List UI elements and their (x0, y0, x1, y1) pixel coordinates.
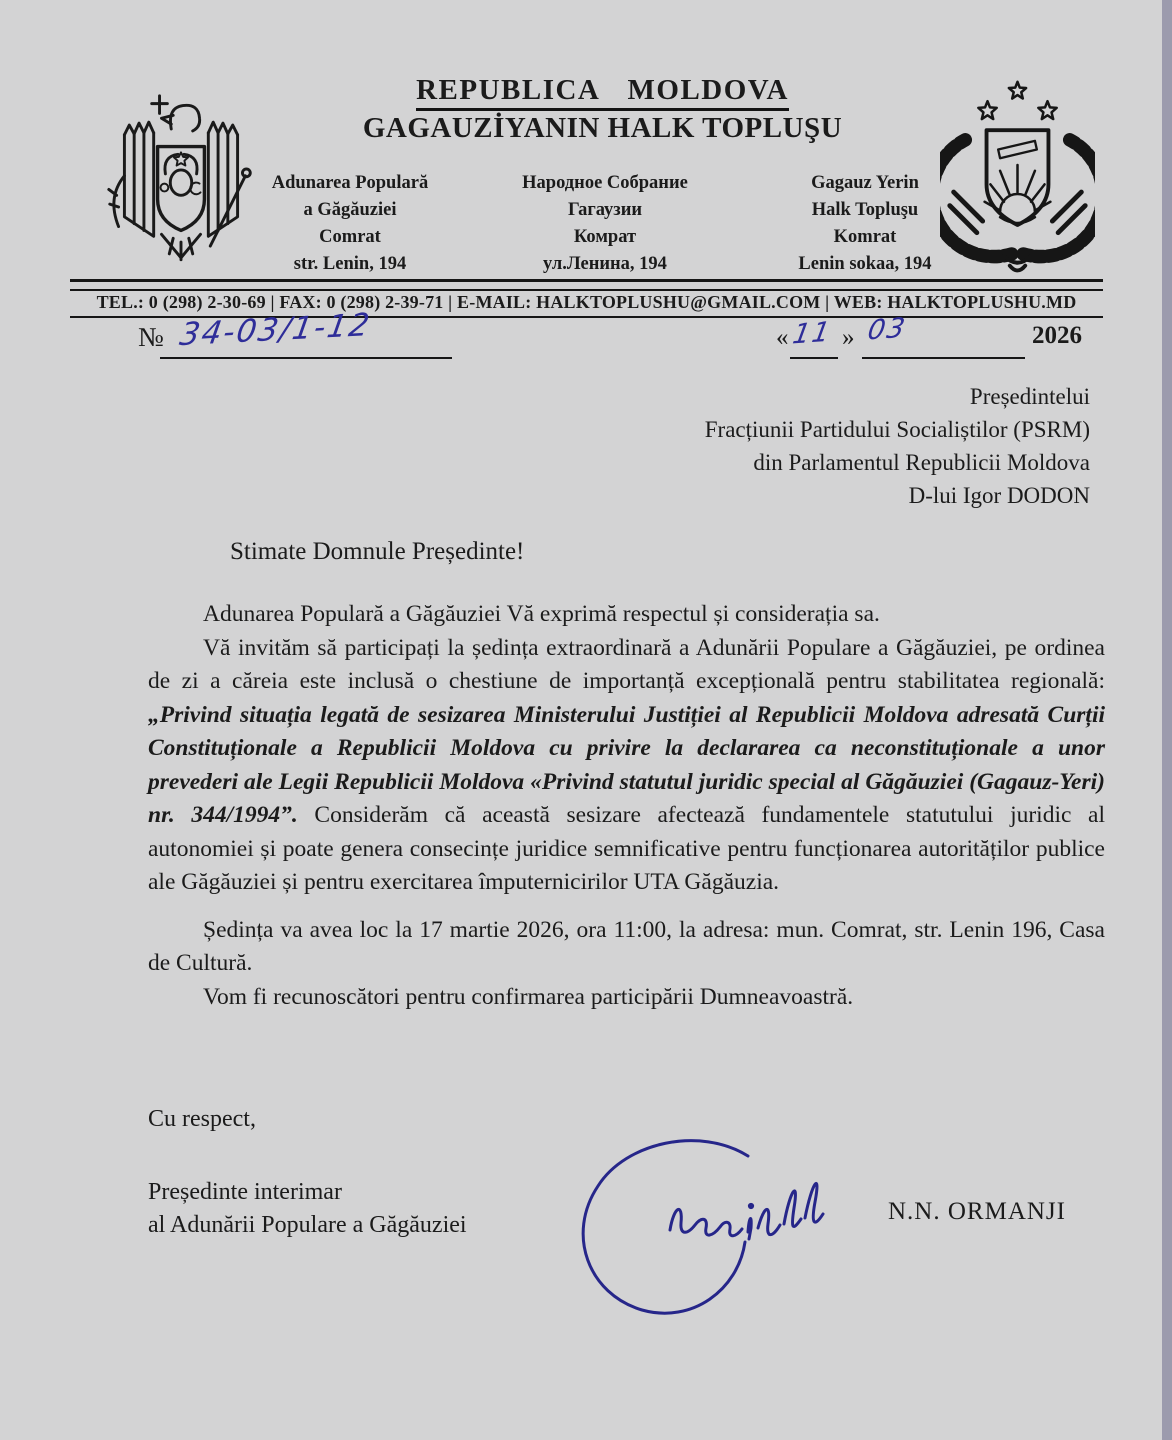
body-paragraph-3: Ședința va avea loc la 17 martie 2026, ora 11:00, la adresa: mun. Comrat, str. Lenin 196, Casa de Cultură. (148, 916, 1105, 976)
address-line: Гагаузии (567, 200, 643, 220)
address-line: Halk Topluşu (811, 200, 919, 220)
salutation: Stimate Domnule Președinte! (230, 538, 525, 565)
letter-body (148, 598, 1105, 1014)
address-line: Gagauz Yerin (811, 173, 919, 193)
date-day-underline (790, 357, 838, 359)
body-text-segment: Vă invităm să participați la ședința extraordinară a Adunării Populare a Găgăuziei, pe ordinea de zi a căreia este inclusă o chestiune de importanță excepțională pentru stabilitatea regională: (148, 634, 1105, 694)
signer-title (148, 1176, 467, 1242)
signer-name: N.N. ORMANJI (888, 1198, 1066, 1225)
body-paragraph-1: Adunarea Populară a Găgăuziei Vă exprimă respectul și considerația sa. (203, 601, 880, 627)
recipient-line: D-lui Igor DODON (908, 483, 1090, 508)
header-rule-thick (70, 279, 1103, 282)
address-line: Komrat (833, 227, 897, 247)
address-line: str. Lenin, 194 (293, 254, 407, 274)
address-line: Adunarea Populară (271, 173, 429, 193)
reference-number-label: № (138, 322, 164, 352)
address-line: Comrat (319, 227, 381, 247)
letterhead-org-title: GAGAUZİYANIN HALK TOPLUŞU (362, 112, 843, 144)
recipient-line: Președintelui (969, 384, 1090, 409)
date-year: 2026 (1032, 322, 1082, 349)
recipient-line: Fracțiunii Partidului Socialiștilor (PSRM) (704, 417, 1090, 442)
letterhead-address-gag (760, 170, 970, 278)
body-paragraph-4: Vom fi recunoscători pentru confirmarea participării Dumneavoastră. (203, 983, 854, 1010)
address-line: Lenin sokaa, 194 (798, 254, 932, 274)
closing-phrase: Cu respect, (148, 1106, 256, 1132)
quoted-agenda-title: „Privind situația legată de sesizarea Ministerului Justiției al Republicii Moldova adresată Curții Constituționale a Republicii Moldova cu privire la declararea ca neconstituționale a unor prevederi ale Legii Republicii Moldova «Privind statutul juridic special al Găgăuziei (Gagauz-Yeri) nr. 344/1994”. (148, 701, 1105, 828)
reference-number-handwritten: 34-03/1-12 (177, 306, 374, 354)
recipient-block (705, 380, 1090, 512)
address-line: ул.Ленина, 194 (543, 254, 667, 274)
address-line: Комрат (573, 227, 637, 247)
letterhead-address-ru (500, 170, 710, 278)
scan-edge-shadow (1162, 0, 1172, 1440)
recipient-line: din Parlamentul Republicii Moldova (753, 450, 1090, 475)
address-line: a Găgăuziei (303, 200, 397, 220)
body-text-segment: Considerăm că această sesizare afectează fundamentele statutului juridic al autonomiei și poate genera consecințe juridice semnificative pentru funcționarea autorităților publice ale Găgăuziei și pentru exercitarea împuternicirilor UTA Găgăuzia. (148, 802, 1105, 895)
body-paragraph-2 (148, 632, 1105, 900)
contact-line: TEL.: 0 (298) 2-30-69 | FAX: 0 (298) 2-39-71 | E-MAIL: HALKTOPLUSHU@GMAIL.COM | WEB: HALKTOPLUSHU.MD (96, 292, 1077, 312)
date-day-handwritten: 11 (790, 316, 835, 351)
header-rule-thin-top (70, 289, 1103, 291)
letterhead-address-ro (245, 170, 455, 278)
date-quote-close: » (842, 324, 855, 351)
date-month-underline (862, 357, 1025, 359)
date-quote-open: « (776, 324, 789, 351)
signer-title-line: Președinte interimar (148, 1179, 342, 1205)
reference-number-underline (160, 357, 452, 359)
letterhead-country-title: REPUBLICA MOLDOVA (416, 74, 789, 111)
address-line: Народное Собрание (522, 173, 688, 193)
date-month-handwritten: 03 (865, 312, 910, 347)
signer-title-line: al Adunării Populare a Găgăuziei (148, 1212, 467, 1238)
handwritten-signature (552, 1132, 852, 1322)
letterhead-title (130, 74, 1075, 111)
